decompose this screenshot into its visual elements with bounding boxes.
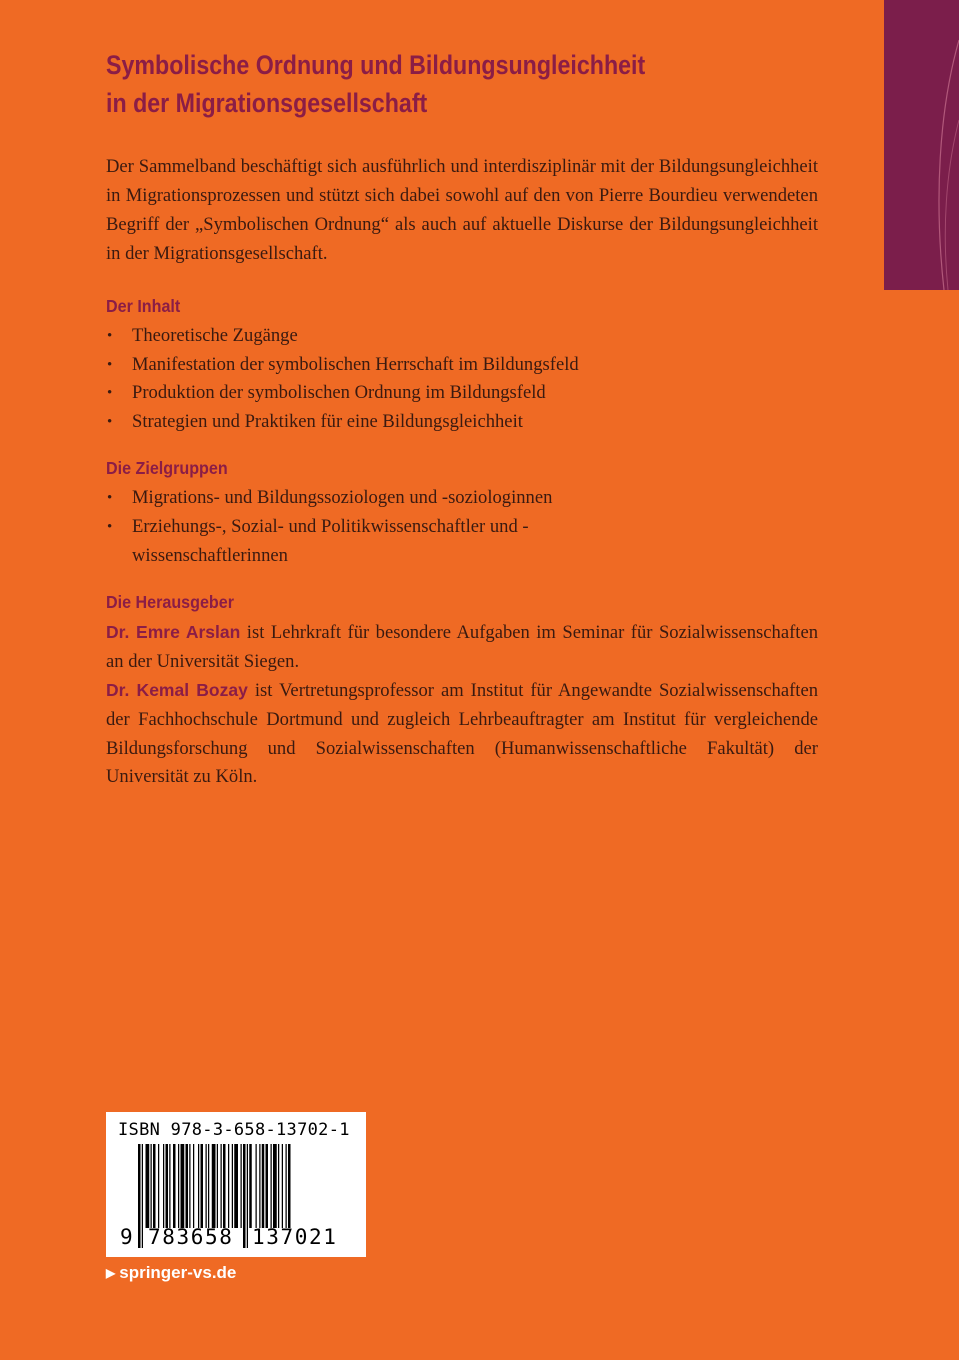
barcode-bar [138, 1144, 141, 1248]
audience-heading: Die Zielgruppen [106, 458, 228, 479]
barcode-bar [158, 1144, 159, 1228]
barcode-bar [247, 1144, 248, 1248]
barcode-bar [273, 1144, 277, 1228]
publisher-url: springer-vs.de [119, 1263, 237, 1282]
barcode-bar [241, 1144, 242, 1228]
barcode-bar [151, 1144, 152, 1228]
barcode-bar [259, 1144, 260, 1228]
barcode-bar [234, 1144, 238, 1228]
barcode-bar [278, 1144, 279, 1228]
barcode-bar [266, 1144, 269, 1228]
list-item: • Theoretische Zugänge [107, 325, 298, 346]
contents-section [106, 294, 818, 436]
editors-heading: Die Herausgeber [106, 592, 234, 613]
barcode-bar [178, 1144, 179, 1228]
barcode-bar [286, 1144, 287, 1228]
editor-bozay [106, 676, 818, 791]
barcode-bar [282, 1144, 283, 1228]
list-item: • Migrations- und Bildungssoziologen und -soziologinnen [107, 487, 553, 509]
barcode-bar [153, 1144, 156, 1228]
barcode-bar [142, 1144, 143, 1248]
editor-arslan [106, 618, 818, 676]
list-item: • Strategien und Praktiken für eine Bildungsgleichheit [107, 410, 523, 432]
book-title-line-2: in der Migrationsgesellschaft [106, 88, 428, 118]
barcode-bar [221, 1144, 222, 1228]
audience-section [106, 456, 818, 570]
barcode-bar [243, 1144, 246, 1248]
arrow-right-icon: ▶ [106, 1266, 116, 1280]
list-item: • Manifestation der symbolischen Herrschaft im Bildungsfeld [107, 353, 579, 375]
audience-list [106, 484, 586, 570]
barcode-bar [228, 1144, 229, 1228]
ribbon-arc-decoration [884, 0, 959, 290]
barcode-bar [262, 1144, 265, 1228]
book-title-line-1: Symbolische Ordnung und Bildungsungleichheit [106, 50, 646, 80]
barcode-bar [173, 1144, 176, 1228]
barcode-bar [288, 1144, 291, 1228]
isbn-text: ISBN 978-3-658-13702-1 [118, 1120, 350, 1140]
contents-list [106, 322, 818, 436]
barcode-bar [232, 1144, 233, 1228]
barcode-bar [181, 1144, 185, 1228]
barcode-digits-right: 137021 [252, 1225, 338, 1249]
barcode-bar [256, 1144, 257, 1228]
barcode-bar [163, 1144, 164, 1228]
barcode-bar [169, 1144, 170, 1228]
barcode-digit-lead: 9 [120, 1225, 133, 1249]
back-cover-text [106, 46, 818, 792]
barcode-digits-left: 783658 [148, 1225, 234, 1249]
book-title [106, 46, 718, 122]
editors-section [106, 590, 818, 792]
barcode-bar [166, 1144, 169, 1228]
barcode-bar [212, 1144, 216, 1228]
barcode-bar [217, 1144, 218, 1228]
editor-bio: ist Vertretungsprofessor am Institut für Angewandte Sozialwissenschaften der Fachhochschule Dortmund und zugleich Lehrbeauftragter am Institut für vergleichende Bildungsforschung und Sozialwissenschaften (Humanwissenschaftliche Fakultät) der Universität zu Köln. [106, 680, 819, 788]
barcode-bar [249, 1144, 252, 1228]
contents-heading: Der Inhalt [106, 296, 181, 316]
barcode-bar [201, 1144, 204, 1228]
editor-bio: ist Lehrkraft für besondere Aufgaben im Seminar für Sozialwissenschaften an der Universität Siegen. [106, 622, 818, 672]
barcode-bar [186, 1144, 189, 1228]
editor-name: Dr. Emre Arslan [106, 622, 241, 643]
barcode-bar [189, 1144, 190, 1228]
barcode-bar [271, 1144, 272, 1228]
barcode-bar [206, 1144, 207, 1228]
barcode-bar [208, 1144, 209, 1228]
publisher-link[interactable] [106, 1263, 236, 1283]
barcode-bar [223, 1144, 226, 1228]
cover-ribbon [884, 0, 959, 290]
editor-name: Dr. Kemal Bozay [106, 680, 248, 701]
list-item: • Produktion der symbolischen Ordnung im Bildungsfeld [107, 382, 546, 404]
intro-paragraph: Der Sammelband beschäftigt sich ausführlich und interdisziplinär mit der Bildungsungleichheit in Migrationsprozessen und stützt sich dabei sowohl auf den von Pierre Bourdieu verwendeten Begriff der „Symbolischen Ordnung“ als auch auf aktuelle Diskurse der Bildungsungleichheit in der Migrationsgesellschaft. [106, 156, 818, 264]
barcode-bar [146, 1144, 150, 1228]
barcode-bar [193, 1144, 194, 1228]
list-item: • Erziehungs-, Sozial- und Politikwissenschaftler und -wissenschaftlerinnen [107, 515, 529, 566]
barcode-bar [198, 1144, 199, 1228]
isbn-barcode [106, 1112, 366, 1257]
